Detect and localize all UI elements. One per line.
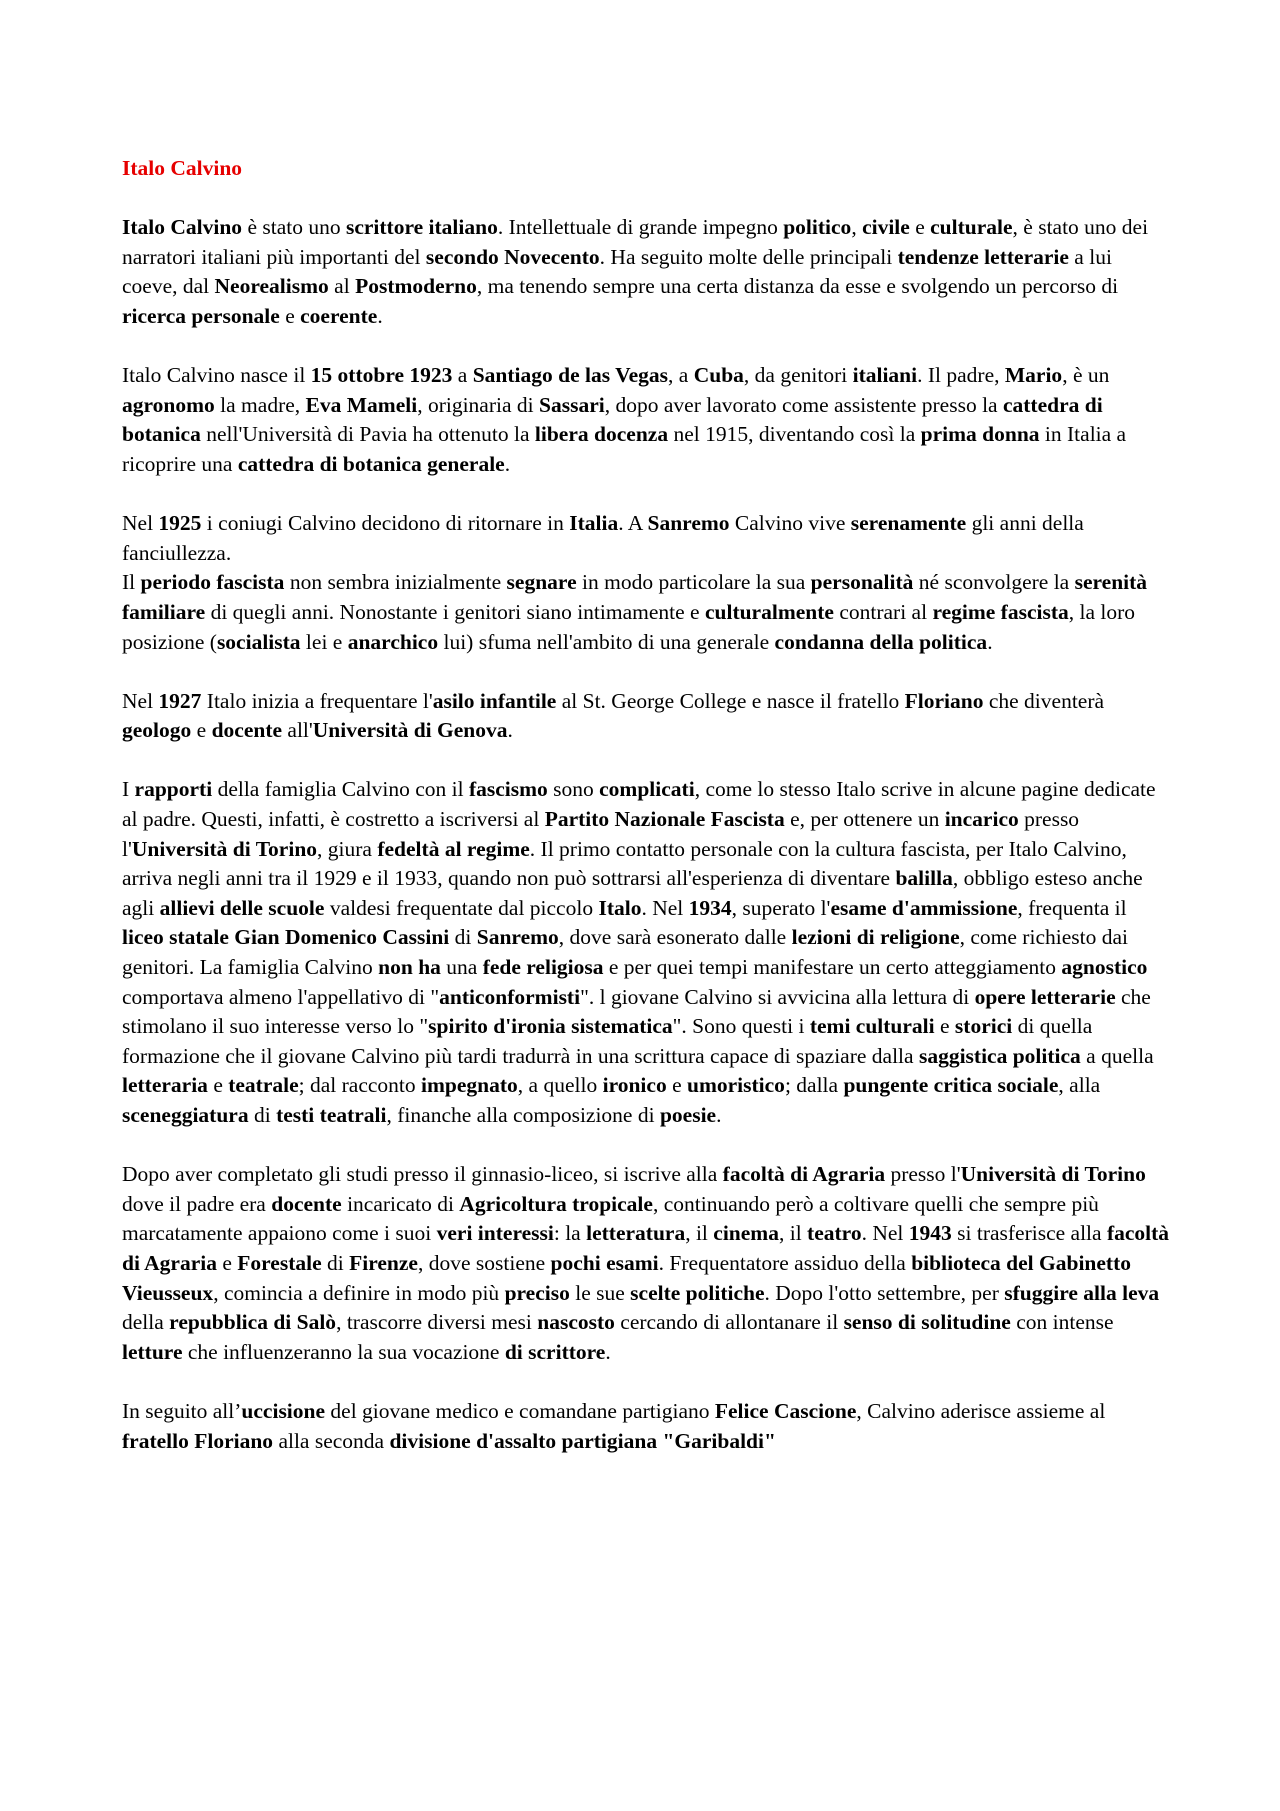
bold-text: Italo Calvino: [122, 215, 243, 240]
bold-text: civile: [862, 215, 910, 240]
bold-text: divisione d'assalto partigiana "Garibaldi": [389, 1428, 776, 1453]
bold-text: rapporti: [134, 777, 213, 802]
text-run: a lui coeve, dal: [122, 244, 1112, 299]
bold-text: anarchico: [347, 629, 439, 654]
bold-text: anticonformisti: [439, 984, 581, 1009]
bold-text: incarico: [944, 807, 1019, 832]
text-run: né sconvolgere la: [913, 570, 1075, 595]
bold-text: socialista: [216, 629, 301, 654]
text-run: di quegli anni. Nonostante i genitori siano intimamente e: [205, 599, 705, 624]
bold-text: coerente: [300, 303, 378, 328]
bold-text: fedeltà al regime: [377, 836, 530, 861]
document-body: [122, 213, 1170, 1456]
bold-text: Università di Genova: [312, 718, 508, 743]
bold-text: senso di solitudine: [843, 1310, 1011, 1335]
text-run: , il: [685, 1221, 714, 1246]
text-run: di: [449, 925, 477, 950]
bold-text: uccisione: [241, 1398, 326, 1423]
bold-text: pochi esami: [550, 1250, 659, 1275]
text-run: , è stato uno dei narratori italiani più importanti del: [122, 215, 1149, 269]
text-run: e: [666, 1073, 687, 1098]
bold-text: Sanremo: [647, 511, 730, 536]
text-run: , finanche alla composizione di: [386, 1103, 660, 1127]
bold-text: complicati: [599, 777, 695, 802]
text-run: in modo particolare la sua: [576, 570, 811, 595]
bold-text: balilla: [895, 866, 953, 891]
bold-text: personalità: [810, 570, 914, 595]
bold-text: ironico: [602, 1073, 667, 1098]
bold-text: scelte politiche: [630, 1280, 765, 1305]
text-run: la madre,: [214, 392, 306, 417]
text-run: a quella: [1080, 1043, 1154, 1068]
text-run: cercando di allontanare il: [614, 1310, 844, 1335]
text-run: alla seconda: [273, 1428, 390, 1453]
text-run: , obbligo esteso anche agli: [122, 866, 1143, 920]
bold-text: non ha: [378, 955, 441, 980]
text-run: , continuando però a coltivare quelli che sempre più marcatamente appaiono come i suoi: [122, 1191, 1099, 1246]
text-run: I: [122, 777, 135, 802]
bold-text: segnare: [506, 570, 577, 595]
bold-text: 1927: [158, 688, 202, 713]
text-run: di: [248, 1103, 277, 1127]
bold-text: serenamente: [850, 511, 967, 536]
text-run: si trasferisce alla: [951, 1221, 1107, 1246]
text-run: nell'Università di Pavia ha ottenuto la: [200, 422, 535, 447]
text-run: Italo Calvino nasce il: [122, 363, 311, 388]
bold-text: liceo statale Gian Domenico Cassini: [122, 925, 450, 950]
bold-text: Partito Nazionale Fascista: [544, 807, 785, 832]
bold-text: letture: [122, 1339, 183, 1364]
bold-text: Forestale: [237, 1250, 322, 1275]
bold-text: allievi delle scuole: [159, 895, 325, 920]
text-run: , giura: [317, 836, 378, 861]
text-run: , come lo stesso Italo scrive in alcune pagine dedicate al padre. Questi, infatti, è costretto a iscriversi al: [122, 777, 1156, 832]
paragraph: [122, 213, 1170, 331]
text-run: . Il padre,: [917, 363, 1005, 388]
bold-text: saggistica politica: [918, 1043, 1081, 1068]
text-run: e: [207, 1073, 229, 1098]
bold-text: culturalmente: [704, 599, 834, 624]
text-run: comportava almeno l'appellativo di ": [122, 984, 440, 1009]
text-run: ". l giovane Calvino si avvicina alla lettura di: [580, 984, 975, 1009]
bold-text: Mario: [1004, 363, 1063, 388]
bold-text: Santiago de las Vegas: [472, 363, 669, 388]
bold-text: di scrittore: [504, 1339, 606, 1364]
bold-text: letteratura: [586, 1221, 686, 1246]
text-run: sono: [547, 777, 600, 802]
bold-text: docente: [271, 1191, 342, 1216]
text-run: , ma tenendo sempre una certa distanza da esse e svolgendo un percorso di: [476, 274, 1119, 299]
paragraph: [122, 775, 1170, 1130]
bold-text: Sassari: [539, 392, 605, 417]
text-run: ,: [851, 215, 863, 240]
paragraph: [122, 687, 1170, 746]
bold-text: scrittore italiano: [345, 215, 498, 240]
bold-text: agnostico: [1061, 955, 1148, 980]
text-run: lei e: [300, 629, 348, 654]
text-run: con intense: [1010, 1310, 1114, 1335]
text-run: gli anni della fanciullezza.: [122, 511, 1084, 565]
text-run: , alla: [1058, 1073, 1101, 1098]
text-run: , dopo aver lavorato come assistente presso la: [604, 392, 1003, 417]
text-run: Il: [122, 570, 141, 595]
text-run: . Il primo contatto personale con la cultura fascista, per Italo Calvino, arriva negli anni tra il 1929 e il 1933, quando non può sottrarsi all'esperienza di diventare: [122, 836, 1127, 891]
bold-text: Agricoltura tropicale: [459, 1191, 653, 1216]
text-run: nel 1915, diventando così la: [668, 422, 921, 447]
document-title: Italo Calvino: [122, 156, 243, 180]
bold-text: testi teatrali: [276, 1103, 387, 1127]
text-run: . Nel: [861, 1221, 909, 1246]
text-run: a: [452, 363, 473, 388]
text-run: è stato uno: [242, 215, 346, 240]
text-run: all': [282, 718, 313, 743]
bold-text: opere letterarie: [974, 984, 1116, 1009]
text-run: ; dal racconto: [298, 1073, 422, 1098]
text-run: Nel: [122, 688, 159, 713]
text-run: , dove sostiene: [417, 1250, 551, 1275]
bold-text: Felice Cascione: [714, 1398, 857, 1423]
text-run: lui) sfuma nell'ambito di una generale: [438, 629, 775, 654]
text-run: : la: [553, 1221, 587, 1246]
bold-text: Postmoderno: [355, 274, 477, 299]
text-run: . Intellettuale di grande impegno: [497, 215, 784, 240]
bold-text: italiani: [852, 363, 918, 388]
bold-text: 1934: [688, 895, 732, 920]
text-run: , è un: [1062, 363, 1110, 388]
text-run: che stimolano il suo interesse verso lo ": [122, 984, 1151, 1039]
bold-text: cattedra di botanica generale: [237, 451, 505, 476]
text-run: della: [122, 1310, 170, 1335]
text-run: , Calvino aderisce assieme al: [856, 1398, 1106, 1423]
bold-text: sfuggire alla leva: [1004, 1280, 1160, 1305]
text-run: e: [191, 718, 212, 743]
text-run: , originaria di: [417, 392, 540, 417]
text-run: e: [934, 1014, 955, 1039]
bold-text: temi culturali: [809, 1014, 935, 1039]
text-run: di quella formazione che il giovane Calvino più tardi tradurrà in una scrittura capace di spaziare dalla: [122, 1014, 1093, 1068]
text-run: le sue: [569, 1280, 631, 1305]
bold-text: culturale: [930, 215, 1013, 240]
bold-text: Eva Mameli: [305, 392, 418, 417]
text-run: , come richiesto dai genitori. La famiglia Calvino: [122, 925, 1128, 980]
text-run: , a: [668, 363, 694, 388]
text-run: che diventerà: [983, 688, 1105, 713]
text-run: .: [716, 1103, 722, 1127]
bold-text: teatrale: [228, 1073, 299, 1098]
bold-text: geologo: [122, 718, 192, 743]
bold-text: cattedra di botanica: [122, 392, 1103, 447]
text-run: , il: [778, 1221, 808, 1246]
bold-text: lezioni di religione: [791, 925, 960, 950]
text-run: , superato l': [731, 895, 831, 920]
bold-text: Italo: [598, 895, 642, 920]
text-run: , comincia a definire in modo più: [213, 1280, 505, 1305]
bold-text: biblioteca del Gabinetto Vieusseux: [122, 1250, 1131, 1305]
text-run: della famiglia Calvino con il: [212, 777, 469, 802]
text-run: e: [909, 215, 931, 240]
text-run: . Frequentatore assiduo della: [658, 1250, 912, 1275]
bold-text: 15 ottobre 1923: [310, 363, 453, 388]
bold-text: Cuba: [693, 363, 744, 388]
text-run: , a quello: [517, 1073, 603, 1098]
bold-text: politico: [783, 215, 852, 240]
bold-text: Firenze: [349, 1250, 418, 1275]
text-run: , frequenta il: [1017, 895, 1127, 920]
bold-text: tendenze letterarie: [897, 244, 1069, 269]
text-run: ; dalla: [784, 1073, 844, 1098]
paragraph: [122, 509, 1170, 568]
text-run: Dopo aver completato gli studi presso il ginnasio-liceo, si iscrive alla: [122, 1162, 723, 1187]
text-run: Calvino vive: [729, 511, 851, 536]
bold-text: fratello Floriano: [122, 1428, 274, 1453]
bold-text: agronomo: [122, 392, 215, 417]
text-run: In seguito all’: [122, 1398, 242, 1423]
text-run: e per quei tempi manifestare un certo atteggiamento: [603, 955, 1062, 980]
bold-text: prima donna: [920, 422, 1040, 447]
text-run: presso l': [122, 807, 1080, 861]
bold-text: umoristico: [687, 1073, 785, 1098]
bold-text: asilo infantile: [432, 688, 557, 713]
bold-text: sceneggiatura: [122, 1103, 249, 1127]
bold-text: cinema: [713, 1221, 779, 1246]
text-run: , la loro posizione (: [122, 599, 1136, 654]
text-run: che influenzeranno la sua vocazione: [182, 1339, 505, 1364]
bold-text: letteraria: [122, 1073, 208, 1098]
text-run: , da genitori: [743, 363, 853, 388]
text-run: al St. George College e nasce il fratello: [556, 688, 905, 713]
bold-text: 1943: [908, 1221, 952, 1246]
text-run: .: [504, 451, 511, 476]
bold-text: periodo fascista: [140, 570, 285, 595]
paragraph: [122, 1160, 1170, 1367]
paragraph: [122, 1397, 1170, 1456]
bold-text: regime fascista: [932, 599, 1069, 624]
text-run: Nel: [122, 511, 159, 536]
text-run: i coniugi Calvino decidono di ritornare in: [201, 511, 570, 536]
bold-text: nascosto: [537, 1310, 615, 1335]
paragraph: [122, 568, 1170, 657]
text-run: e: [216, 1250, 238, 1275]
text-run: . Ha seguito molte delle principali: [599, 244, 898, 269]
bold-text: fede religiosa: [482, 955, 604, 980]
bold-text: storici: [954, 1014, 1013, 1039]
bold-text: teatro: [807, 1221, 862, 1246]
bold-text: esame d'ammissione: [830, 895, 1018, 920]
text-run: . Nel: [641, 895, 689, 920]
text-run: .: [507, 718, 513, 743]
text-run: dove il padre era: [122, 1191, 272, 1216]
bold-text: condanna della politica: [774, 629, 988, 654]
bold-text: secondo Novecento: [425, 244, 600, 269]
bold-text: Floriano: [904, 688, 984, 713]
text-run: Italo inizia a frequentare l': [201, 688, 433, 713]
bold-text: Università di Torino: [960, 1162, 1146, 1187]
text-run: e, per ottenere un: [784, 807, 945, 832]
text-run: .: [377, 303, 383, 328]
text-run: , trascorre diversi mesi: [336, 1310, 538, 1335]
text-run: valdesi frequentate dal piccolo: [324, 895, 599, 920]
bold-text: impegnato: [421, 1073, 518, 1098]
text-run: di: [321, 1250, 350, 1275]
bold-text: poesie: [659, 1103, 717, 1127]
paragraph: [122, 361, 1170, 479]
bold-text: libera docenza: [534, 422, 669, 447]
bold-text: Neorealismo: [214, 274, 329, 299]
text-run: in Italia a ricoprire una: [122, 422, 1127, 476]
text-run: , dove sarà esonerato dalle: [558, 925, 792, 950]
bold-text: docente: [211, 718, 283, 743]
text-run: una: [440, 955, 483, 980]
bold-text: Italia: [569, 511, 619, 536]
bold-text: ricerca personale: [122, 303, 280, 328]
bold-text: repubblica di Salò: [169, 1310, 337, 1335]
text-run: non sembra inizialmente: [284, 570, 507, 595]
text-run: .: [987, 629, 993, 654]
text-run: del giovane medico e comandane partigiano: [325, 1398, 715, 1423]
bold-text: pungente critica sociale: [843, 1073, 1059, 1098]
text-run: al: [328, 274, 356, 299]
text-run: presso l': [885, 1162, 961, 1187]
bold-text: preciso: [504, 1280, 570, 1305]
bold-text: spirito d'ironia sistematica: [428, 1014, 673, 1039]
bold-text: 1925: [158, 511, 202, 536]
text-run: incaricato di: [341, 1191, 460, 1216]
bold-text: facoltà di Agraria: [722, 1162, 886, 1187]
text-run: . Dopo l'otto settembre, per: [764, 1280, 1005, 1305]
text-run: contrari al: [833, 599, 933, 624]
bold-text: veri interessi: [436, 1221, 554, 1246]
bold-text: facoltà di Agraria: [122, 1221, 1170, 1275]
text-run: e: [279, 303, 301, 328]
text-run: . A: [618, 511, 648, 536]
bold-text: Università di Torino: [131, 836, 318, 861]
bold-text: Sanremo: [476, 925, 559, 950]
text-run: ". Sono questi i: [672, 1014, 810, 1039]
bold-text: serenità familiare: [122, 570, 1148, 624]
bold-text: fascismo: [468, 777, 548, 802]
text-run: .: [605, 1339, 611, 1364]
